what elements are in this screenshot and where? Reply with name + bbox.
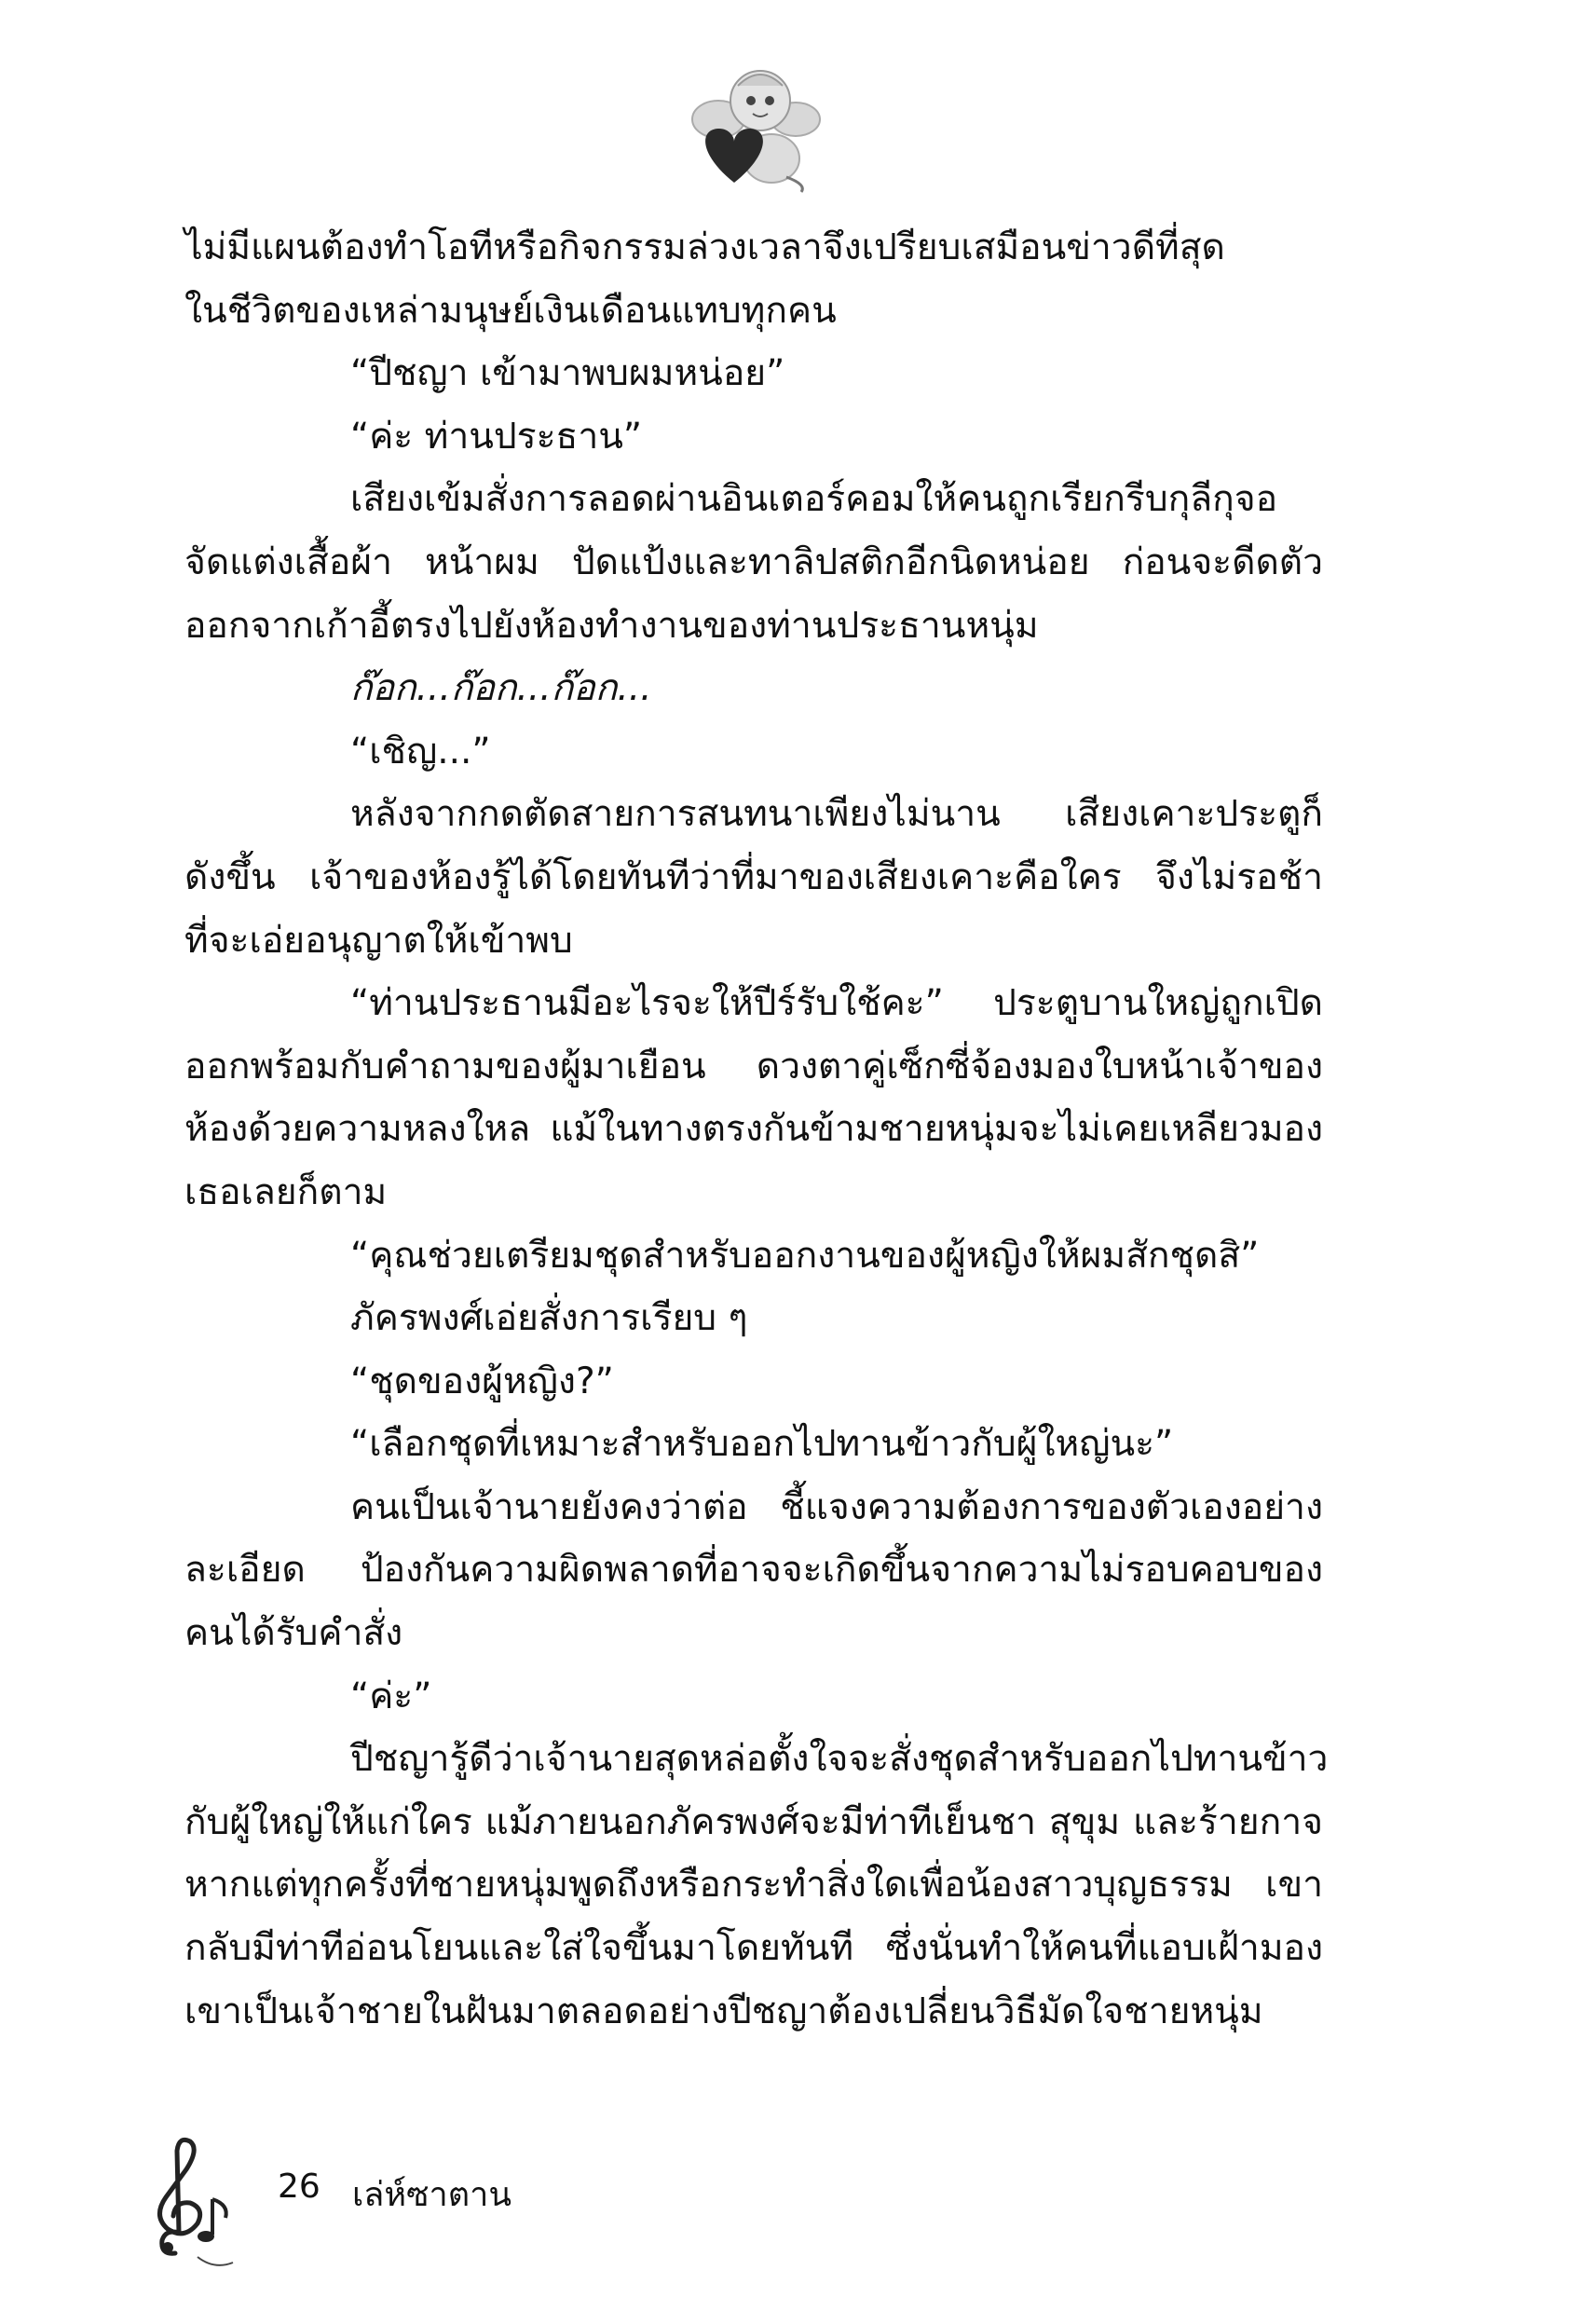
text-line: “ท่านประธานมีอะไรจะให้ปีร์รับใช้คะ” ประตูบานใหญ่ถูกเปิด — [350, 982, 1323, 1025]
text-line: “เลือกชุดที่เหมาะสำหรับออกไปทานข้าวกับผู้ใหญ่นะ” — [350, 1423, 1174, 1466]
text-line: จัดแต่งเสื้อผ้า หน้าผม ปัดแป้งและทาลิปสติกอีกนิดหน่อย ก่อนจะดีดตัว — [184, 540, 1323, 583]
text-line: ดังขึ้น เจ้าของห้องรู้ได้โดยทันทีว่าที่มาของเสียงเคาะคือใคร จึงไม่รอช้า — [184, 855, 1323, 898]
text-line: “ชุดของผู้หญิง?” — [350, 1360, 614, 1402]
text-line: เธอเลยก็ตาม — [184, 1170, 388, 1213]
book-title: เล่ห์ซาตาน — [352, 2176, 512, 2214]
treble-clef-music-note-icon — [140, 2132, 242, 2272]
text-line: “ค่ะ ท่านประธาน” — [350, 415, 643, 458]
text-line: ห้องด้วยความหลงใหล แม้ในทางตรงกันข้ามชายหนุ่มจะไม่เคยเหลียวมอง — [184, 1108, 1323, 1151]
body-text — [184, 216, 1329, 2043]
text-line: ก๊อก...ก๊อก...ก๊อก... — [350, 667, 652, 710]
text-line: หลังจากกดตัดสายการสนทนาเพียงไม่นาน เสียงเคาะประตูก็ — [350, 793, 1323, 836]
cupid-with-heart-icon — [686, 54, 825, 194]
text-line: คนเป็นเจ้านายยังคงว่าต่อ ชี้แจงความต้องการของตัวเองอย่าง — [350, 1485, 1323, 1528]
text-line: คนได้รับคำสั่ง — [184, 1612, 403, 1655]
text-line: เขาเป็นเจ้าชายในฝันมาตลอดอย่างปีชญาต้องเปลี่ยนวิธีมัดใจชายหนุ่ม — [184, 1990, 1263, 2032]
text-line: ปีชญารู้ดีว่าเจ้านายสุดหล่อตั้งใจจะสั่งชุดสำหรับออกไปทานข้าว — [350, 1738, 1329, 1781]
text-line: ที่จะเอ่ยอนุญาตให้เข้าพบ — [184, 919, 573, 962]
text-line: ภัครพงศ์เอ่ยสั่งการเรียบ ๆ — [350, 1297, 748, 1340]
text-line: “คุณช่วยเตรียมชุดสำหรับออกงานของผู้หญิงให้ผมสักชุดสิ” — [350, 1234, 1260, 1277]
text-line: กลับมีท่าทีอ่อนโยนและใส่ใจขึ้นมาโดยทันที ซึ่งนั่นทำให้คนที่แอบเฝ้ามอง — [184, 1927, 1323, 1970]
text-line: เสียงเข้มสั่งการลอดผ่านอินเตอร์คอมให้คนถูกเรียกรีบกุลีกุจอ — [350, 478, 1277, 521]
text-line: ออกจากเก้าอี้ตรงไปยังห้องทำงานของท่านประธานหนุ่ม — [184, 604, 1039, 647]
page-number: 26 — [278, 2167, 321, 2206]
text-line: “ค่ะ” — [350, 1675, 432, 1717]
text-line: ออกพร้อมกับคำถามของผู้มาเยือน ดวงตาคู่เซ็กซี่จ้องมองใบหน้าเจ้าของ — [184, 1045, 1323, 1087]
text-line: ไม่มีแผนต้องทำโอทีหรือกิจกรรมล่วงเวลาจึงเปรียบเสมือนข่าวดีที่สุด — [184, 226, 1225, 268]
text-line: “เชิญ...” — [350, 730, 491, 773]
text-line: หากแต่ทุกครั้งที่ชายหนุ่มพูดถึงหรือกระทำสิ่งใดเพื่อน้องสาวบุญธรรม เขา — [184, 1864, 1323, 1907]
text-line: กับผู้ใหญ่ให้แก่ใคร แม้ภายนอกภัครพงศ์จะมีท่าทีเย็นชา สุขุม และร้ายกาจ — [184, 1800, 1323, 1843]
text-line: “ปีชญา เข้ามาพบผมหน่อย” — [350, 352, 785, 395]
text-line: ในชีวิตของเหล่ามนุษย์เงินเดือนแทบทุกคน — [184, 289, 837, 332]
text-line: ละเอียด ป้องกันความผิดพลาดที่อาจจะเกิดขึ้นจากความไม่รอบคอบของ — [184, 1549, 1323, 1592]
